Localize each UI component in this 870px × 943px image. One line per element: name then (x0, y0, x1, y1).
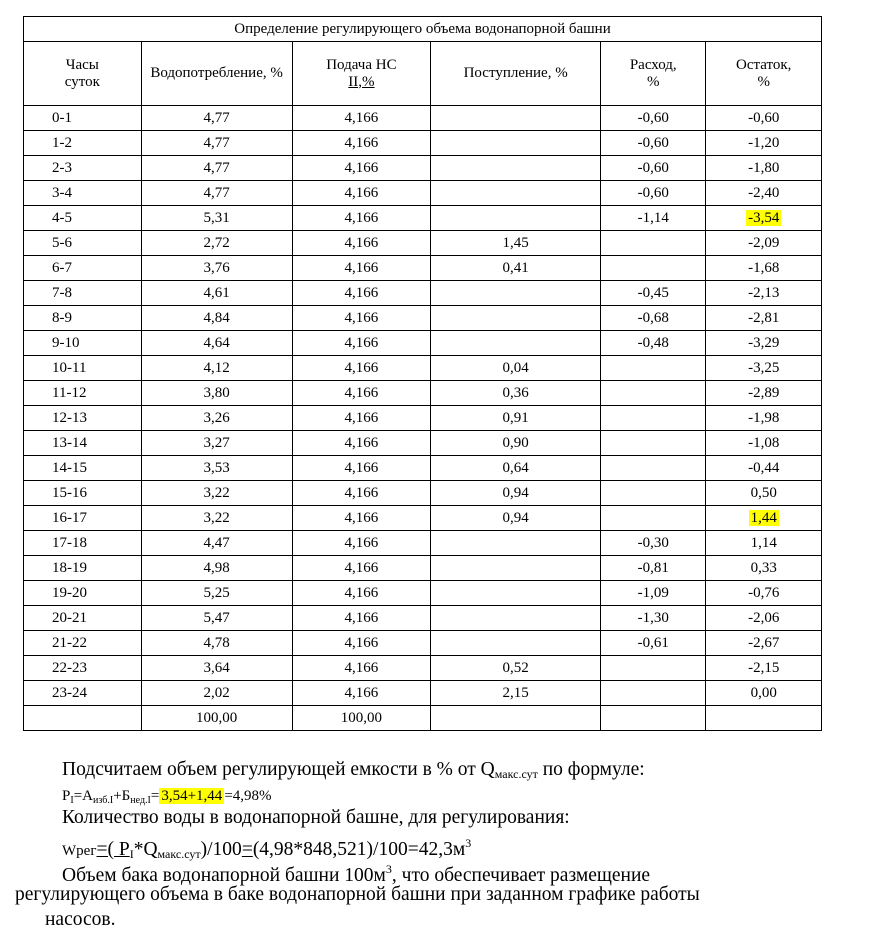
table-cell: 4,166 (292, 231, 431, 256)
table-cell: 1-2 (24, 131, 142, 156)
table-cell: 3,22 (141, 481, 292, 506)
table-cell: 7-8 (24, 281, 142, 306)
table-cell: -1,30 (601, 606, 706, 631)
table-cell (601, 456, 706, 481)
table-cell: -3,25 (706, 356, 822, 381)
table-cell: 4,166 (292, 631, 431, 656)
table-cell: 0-1 (24, 106, 142, 131)
table-cell: 3,80 (141, 381, 292, 406)
highlighted-value: -3,54 (748, 209, 780, 226)
table-cell: -2,13 (706, 281, 822, 306)
table-cell: 0,94 (431, 481, 601, 506)
table-row (24, 506, 822, 531)
table-cell: 4,166 (292, 606, 431, 631)
highlighted-value: 1,44 (750, 509, 777, 526)
table-cell: 4,166 (292, 356, 431, 381)
table-cell: 5,47 (141, 606, 292, 631)
table-cell (431, 156, 601, 181)
table-cell: 4,77 (141, 106, 292, 131)
table-row (24, 656, 822, 681)
table-row (24, 306, 822, 331)
table-cell: 3,22 (141, 506, 292, 531)
table-cell (431, 306, 601, 331)
table-row (24, 106, 822, 131)
table-cell (601, 381, 706, 406)
table-cell (706, 206, 822, 231)
table-cell: 4,166 (292, 381, 431, 406)
table-cell: 3,27 (141, 431, 292, 456)
table-row (24, 531, 822, 556)
table-cell: 20-21 (24, 606, 142, 631)
table-cell (601, 431, 706, 456)
header-supply: Подача НС II,% (292, 42, 431, 106)
table-cell: 3,76 (141, 256, 292, 281)
totals-row (24, 706, 822, 731)
table-cell: 18-19 (24, 556, 142, 581)
table-cell: 0,52 (431, 656, 601, 681)
table-cell (601, 231, 706, 256)
table-cell: 2-3 (24, 156, 142, 181)
table-cell: 3,64 (141, 656, 292, 681)
table-cell: 4-5 (24, 206, 142, 231)
table-cell (601, 356, 706, 381)
table-cell: 4,77 (141, 181, 292, 206)
table-cell: -0,81 (601, 556, 706, 581)
table-cell (431, 281, 601, 306)
table-row (24, 281, 822, 306)
table-cell: -2,81 (706, 306, 822, 331)
table-row (24, 581, 822, 606)
table-cell: -2,09 (706, 231, 822, 256)
table-cell (431, 581, 601, 606)
table-cell: 22-23 (24, 656, 142, 681)
formula-volume: Wрег=( $P_I*Q_{макс.сут})/100=(4,98*848,521)/100=42,3м^3$ (62, 836, 472, 861)
table-cell: -2,40 (706, 181, 822, 206)
paragraph-volume: Количество воды в водонапорной башне, для регулирования: (62, 807, 570, 828)
table-row (24, 181, 822, 206)
table-row (24, 356, 822, 381)
table-row (24, 256, 822, 281)
table-cell (431, 331, 601, 356)
table-cell: 4,61 (141, 281, 292, 306)
table-cell: 4,84 (141, 306, 292, 331)
totals-cell (706, 706, 822, 731)
table-cell: 0,90 (431, 431, 601, 456)
table-cell: 4,166 (292, 556, 431, 581)
table-cell: 4,166 (292, 406, 431, 431)
table-cell (431, 606, 601, 631)
table-cell: 13-14 (24, 431, 142, 456)
table-cell: 1,14 (706, 531, 822, 556)
table-cell: 4,166 (292, 506, 431, 531)
table-cell: 5-6 (24, 231, 142, 256)
table-cell: 4,166 (292, 181, 431, 206)
table-cell: 3,26 (141, 406, 292, 431)
table-row (24, 481, 822, 506)
paragraph-tank-line3: насосов. (45, 909, 116, 930)
table-cell (601, 656, 706, 681)
table-cell: -3,29 (706, 331, 822, 356)
table-cell: 4,166 (292, 456, 431, 481)
totals-cell: 100,00 (292, 706, 431, 731)
table-cell (601, 506, 706, 531)
table-row (24, 156, 822, 181)
table-cell: 4,166 (292, 481, 431, 506)
paragraph-tank-line1: Объем бака водонапорной башни $100м^3$, что обеспечивает размещение (62, 862, 651, 886)
highlighted-sum: 3,54+1,44 (161, 788, 223, 804)
table-cell: 4,166 (292, 431, 431, 456)
table-cell: 4,166 (292, 131, 431, 156)
table-cell (431, 106, 601, 131)
table-cell: 5,25 (141, 581, 292, 606)
table-cell (601, 406, 706, 431)
table-cell: 4,78 (141, 631, 292, 656)
table-cell: 2,02 (141, 681, 292, 706)
table-cell: 10-11 (24, 356, 142, 381)
table-body (24, 106, 822, 706)
table-cell: -1,98 (706, 406, 822, 431)
table-cell: 17-18 (24, 531, 142, 556)
table-cell: 0,91 (431, 406, 601, 431)
table-cell: -1,09 (601, 581, 706, 606)
table-cell: -0,60 (601, 106, 706, 131)
table-cell: 8-9 (24, 306, 142, 331)
totals-cell (24, 706, 142, 731)
table-cell: 5,31 (141, 206, 292, 231)
table-row (24, 231, 822, 256)
table-cell (431, 631, 601, 656)
table-cell: -1,08 (706, 431, 822, 456)
table-cell: 4,166 (292, 256, 431, 281)
table-title: Определение регулирующего объема водонапорной башни (24, 17, 822, 42)
table-cell: 0,41 (431, 256, 601, 281)
header-consumption: Водопотребление, % (141, 42, 292, 106)
totals-cell (431, 706, 601, 731)
table-cell: 4,166 (292, 331, 431, 356)
table-cell: -0,60 (706, 106, 822, 131)
table-cell: -0,44 (706, 456, 822, 481)
table-cell: 1,45 (431, 231, 601, 256)
table-cell: -2,06 (706, 606, 822, 631)
table-cell (431, 131, 601, 156)
table-cell: -0,60 (601, 181, 706, 206)
header-remainder: Остаток, % (706, 42, 822, 106)
table-cell (706, 506, 822, 531)
table-cell: 4,12 (141, 356, 292, 381)
table-cell: 0,04 (431, 356, 601, 381)
table-cell: 0,33 (706, 556, 822, 581)
header-hours: Часы суток (24, 42, 142, 106)
table-row (24, 131, 822, 156)
table-cell: 21-22 (24, 631, 142, 656)
table-cell (431, 556, 601, 581)
table-cell: 15-16 (24, 481, 142, 506)
table-cell: 4,166 (292, 206, 431, 231)
table-cell (431, 181, 601, 206)
table-cell: 2,72 (141, 231, 292, 256)
table-cell: 4,47 (141, 531, 292, 556)
table-cell: 4,64 (141, 331, 292, 356)
table-cell: -1,80 (706, 156, 822, 181)
table-cell: 4,166 (292, 581, 431, 606)
water-tower-table (23, 16, 822, 731)
table-cell: -0,48 (601, 331, 706, 356)
table-cell: 4,98 (141, 556, 292, 581)
paragraph-capacity: Подсчитаем объем регулирующей емкости в % от $Q_{макс.сут}$ по формуле: (62, 759, 645, 781)
table-cell: 4,166 (292, 681, 431, 706)
header-outflow: Расход, % (601, 42, 706, 106)
table-row (24, 631, 822, 656)
table-cell: 2,15 (431, 681, 601, 706)
table-cell: 3,53 (141, 456, 292, 481)
table-cell: -1,20 (706, 131, 822, 156)
table-row (24, 606, 822, 631)
table-row (24, 381, 822, 406)
table-cell (601, 481, 706, 506)
table-cell: -2,89 (706, 381, 822, 406)
table-cell: -0,60 (601, 156, 706, 181)
table-cell: 4,166 (292, 656, 431, 681)
table-cell: 14-15 (24, 456, 142, 481)
table-cell (431, 206, 601, 231)
table-row (24, 456, 822, 481)
table-cell: 0,36 (431, 381, 601, 406)
table-cell: 4,166 (292, 106, 431, 131)
table-cell: -0,30 (601, 531, 706, 556)
table-cell: 4,166 (292, 281, 431, 306)
table-cell: -0,60 (601, 131, 706, 156)
table-cell: 4,77 (141, 131, 292, 156)
header-inflow: Поступление, % (431, 42, 601, 106)
table-cell: 0,00 (706, 681, 822, 706)
table-cell: 0,50 (706, 481, 822, 506)
table-cell (601, 681, 706, 706)
totals-cell: 100,00 (141, 706, 292, 731)
table-cell: -0,45 (601, 281, 706, 306)
table-row (24, 431, 822, 456)
table-cell: -0,61 (601, 631, 706, 656)
table-cell: -2,15 (706, 656, 822, 681)
table-cell: 6-7 (24, 256, 142, 281)
table-cell: -1,14 (601, 206, 706, 231)
table-cell: 4,166 (292, 531, 431, 556)
table-cell: 3-4 (24, 181, 142, 206)
table-cell (431, 531, 601, 556)
paragraph-tank-line2: регулирующего объема в баке водонапорной башни при заданном графике работы (15, 884, 700, 905)
table-cell: 11-12 (24, 381, 142, 406)
table-cell: 12-13 (24, 406, 142, 431)
table-cell: 9-10 (24, 331, 142, 356)
table-cell: 4,77 (141, 156, 292, 181)
table-cell: -2,67 (706, 631, 822, 656)
table-row (24, 556, 822, 581)
table-cell: -0,76 (706, 581, 822, 606)
table-row (24, 206, 822, 231)
table-row (24, 406, 822, 431)
table-cell: 23-24 (24, 681, 142, 706)
totals-cell (601, 706, 706, 731)
table-cell: 0,64 (431, 456, 601, 481)
table-cell: -0,68 (601, 306, 706, 331)
table-row (24, 681, 822, 706)
formula-capacity: $P_I=A_{изб.I}+Б_{нед.I}= 3,54+1,44 =4,98\%$ (62, 788, 272, 806)
table-cell: 16-17 (24, 506, 142, 531)
table-cell (601, 256, 706, 281)
table-cell: 0,94 (431, 506, 601, 531)
table-cell: 4,166 (292, 306, 431, 331)
table-cell: -1,68 (706, 256, 822, 281)
table-row (24, 331, 822, 356)
table-cell: 4,166 (292, 156, 431, 181)
table-cell: 19-20 (24, 581, 142, 606)
